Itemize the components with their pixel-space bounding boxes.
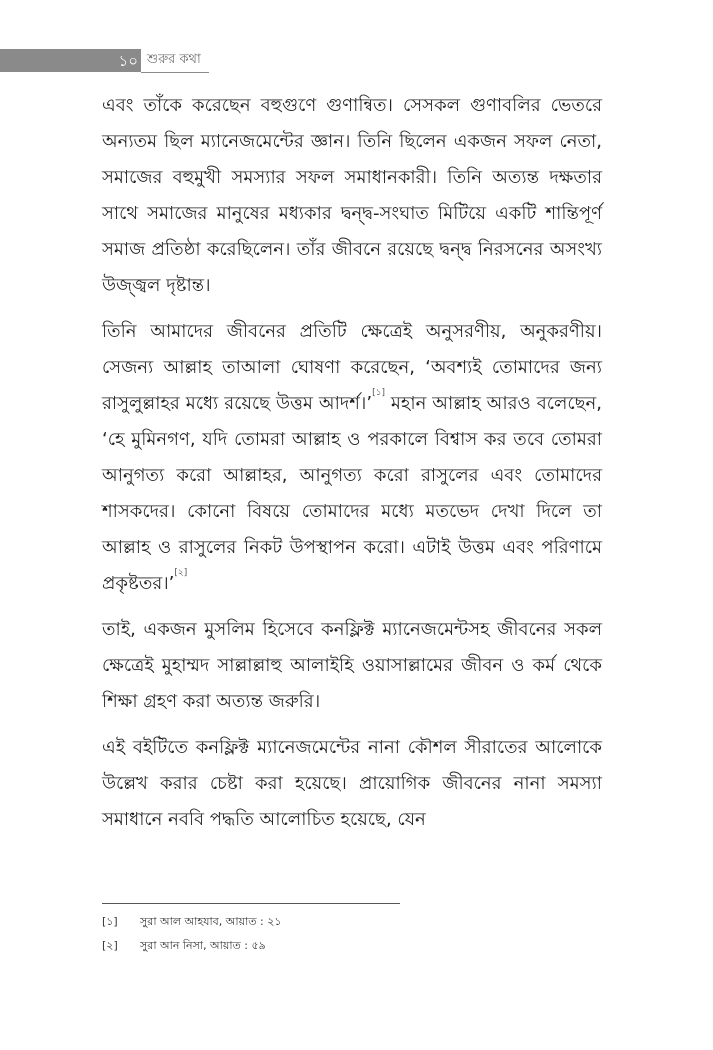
- footnote-ref-1[interactable]: [১]: [372, 388, 385, 398]
- paragraph-4: এই বইটিতে কনফ্লিক্ট ম্যানেজমেন্টের নানা কৌশল সীরাতের আলোকে উল্লেখ করার চেষ্টা করা হয়েছে। প্রায়োগিক জীবনের নানা সমস্যা সমাধানে নববি পদ্ধতি আলোচিত হয়েছে, যেন: [102, 737, 602, 830]
- footnote-ref-2[interactable]: [২]: [174, 568, 188, 578]
- paragraph-2: [102, 314, 602, 602]
- footnotes: [102, 910, 502, 958]
- paragraph-2-text-a: তিনি আমাদের জীবনের প্রতিটি ক্ষেত্রেই অনুসরণীয়, অনুকরণীয়। সেজন্য আল্লাহ তাআলা ঘোষণা করেছেন, ‘অবশ্যই তোমাদের জন্য রাসুলুল্লাহর মধ্যে রয়েছে উত্তম আদর্শ।’: [102, 321, 602, 414]
- footnote-rule: [102, 903, 400, 904]
- paragraph-1: এবং তাঁকে করেছেন বহুগুণে গুণান্বিত। সেসকল গুণাবলির ভেতরে অন্যতম ছিল ম্যানেজমেন্টের জ্ঞান। তিনি ছিলেন একজন সফল নেতা, সমাজের বহুমুখী সমস্যার সফল সমাধানকারী। তিনি অত্যন্ত দক্ষতার সাথে সমাজের মানুষের মধ্যকার দ্বন্দ্ব-সংঘাত মিটিয়ে একটি শান্তিপূর্ণ সমাজ প্রতিষ্ঠা করেছিলেন। তাঁর জীবনে রয়েছে দ্বন্দ্ব নিরসনের অসংখ্য উজ্জ্বল দৃষ্টান্ত।: [102, 95, 602, 296]
- footnote-1-marker: [১]: [102, 915, 118, 928]
- footnote-2: [102, 934, 502, 958]
- page-number: ১০: [118, 52, 138, 70]
- paragraph-2-text-b: মহান আল্লাহ আরও বলেছেন, ‘হে মুমিনগণ, যদি তোমরা আল্লাহ ও পরকালে বিশ্বাস কর তবে তোমরা আনুগত্য করো আল্লাহর, আনুগত্য করো রাসুলের এবং তোমাদের শাসকদের। কোনো বিষয়ে তোমাদের মধ্যে মতভেদ দেখা দিলে তা আল্লাহ ও রাসুলের নিকট উপস্থাপন করো। এটাই উত্তম এবং পরিণামে প্রকৃষ্টতর।’: [102, 393, 602, 594]
- running-title: শুরুর কথা: [147, 52, 201, 67]
- footnote-2-marker: [২]: [102, 939, 118, 952]
- footnote-2-text: সুরা আন নিসা, আয়াত : ৫৯: [140, 939, 266, 952]
- footnote-1-text: সুরা আল আহযাব, আয়াত : ২১: [140, 915, 282, 928]
- main-text: [102, 88, 602, 848]
- header-rule: [141, 72, 209, 73]
- footnote-1: [102, 910, 502, 934]
- paragraph-3: তাই, একজন মুসলিম হিসেবে কনফ্লিক্ট ম্যানেজমেন্টসহ জীবনের সকল ক্ষেত্রেই মুহাম্মদ সাল্লাল্লাহু আলাইহি ওয়াসাল্লামের জীবন ও কর্ম থেকে শিক্ষা গ্রহণ করা অত্যন্ত জরুরি।: [102, 619, 602, 712]
